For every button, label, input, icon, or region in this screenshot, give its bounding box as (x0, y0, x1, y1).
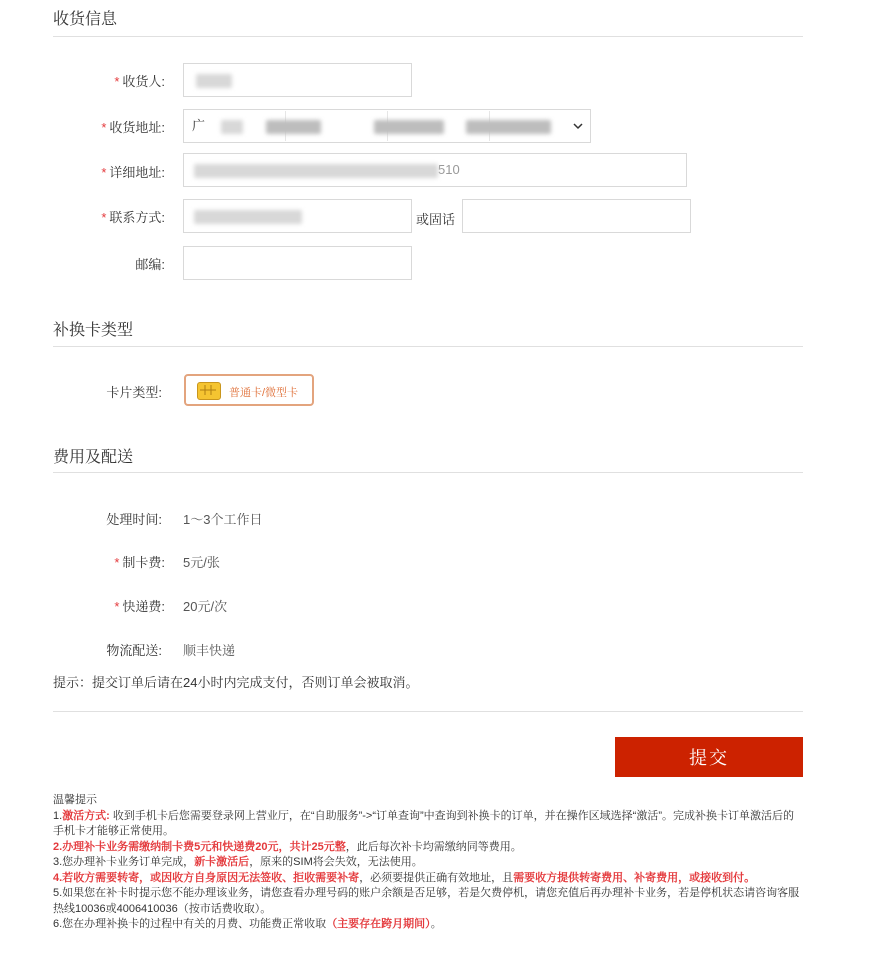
tip-1: 1.激活方式: 收到手机卡后您需要登录网上营业厅，在“自助服务”->“订单查询”中查询到补换卡的订单，并在操作区域选择“激活”。完成补换卡订单激活后的手机卡才能够正常使用。 (53, 809, 794, 837)
detail-address-label: * 详细地址: (101, 165, 165, 180)
chip-lines (197, 382, 219, 398)
tip-6: 6.您在办理补换卡的过程中有关的月费、功能费正常收取（主要存在跨月期间）。 (53, 918, 442, 930)
card-fee-value: 5元/张 (183, 555, 220, 570)
province-value: 广 (192, 118, 206, 133)
card-fee-label: * 制卡费: (114, 555, 165, 570)
postcode-input[interactable] (183, 246, 412, 280)
shipping-fee-value: 20元/次 (183, 599, 228, 614)
tip-3: 3.您办理补卡业务订单完成，新卡激活后，原来的SIM将会失效，无法使用。 (53, 856, 423, 868)
detail-address-input[interactable] (183, 153, 687, 187)
redacted-value (196, 74, 232, 88)
tip-4: 4.若收方需要转寄，或因收方自身原因无法签收、拒收需要补寄，必须要提供正确有效地址，且需要收方提供转寄费用、补寄费用，或接收到付。 (53, 871, 756, 884)
contact-label: * 联系方式: (101, 210, 165, 225)
divider (53, 36, 803, 37)
or-landline-label: 或固话 (416, 212, 456, 227)
redacted-value (194, 164, 438, 178)
card-option-label: 普通卡/微型卡 (229, 387, 299, 399)
divider (53, 472, 803, 473)
redacted-value (466, 120, 551, 134)
address-select[interactable] (183, 109, 591, 143)
recipient-label: * 收货人: (114, 74, 165, 89)
divider (53, 346, 803, 347)
tips-title: 温馨提示 (53, 794, 97, 806)
tip-2: 2.办理补卡业务需缴纳制卡费5元和快递费20元，共计25元整，此后每次补卡均需缴纳同等费用。 (53, 840, 522, 853)
processing-time-label: 处理时间: (106, 512, 162, 527)
sim-card-icon (197, 382, 221, 400)
address-suffix: 510 (438, 162, 460, 177)
address-label: * 收货地址: (101, 120, 165, 135)
submit-button[interactable]: 提交 (615, 737, 803, 777)
card-type-option[interactable] (184, 374, 314, 406)
tips-panel (53, 793, 803, 933)
divider (53, 711, 803, 712)
shipping-fee-label: * 快递费: (114, 599, 165, 614)
processing-time-value: 1～3个工作日 (183, 512, 263, 527)
section-title-card-type: 补换卡类型 (53, 322, 134, 339)
redacted-value (221, 120, 243, 134)
section-title-fees: 费用及配送 (53, 449, 134, 466)
section-title-shipping: 收货信息 (53, 11, 118, 28)
tip-5: 5.如果您在补卡时提示您不能办理该业务，请您查看办理号码的账户余额是否足够，若是欠费停机，请您充值后再办理补卡业务，若是停机状态请咨询客服热线10036或4006410036（按市话费收取）。 (53, 887, 800, 915)
recipient-input[interactable] (183, 63, 412, 97)
payment-hint: 提示：提交订单后请在24小时内完成支付，否则订单会被取消。 (53, 675, 419, 690)
logistics-label: 物流配送: (106, 643, 162, 658)
redacted-value (194, 210, 302, 224)
redacted-value (374, 120, 444, 134)
landline-input[interactable] (462, 199, 691, 233)
card-type-label: 卡片类型: (106, 385, 162, 400)
mobile-input[interactable] (183, 199, 412, 233)
logistics-value: 顺丰快递 (183, 643, 236, 658)
chevron-down-icon (572, 120, 584, 132)
redacted-value (266, 120, 321, 134)
postcode-label: 邮编: (135, 257, 165, 272)
